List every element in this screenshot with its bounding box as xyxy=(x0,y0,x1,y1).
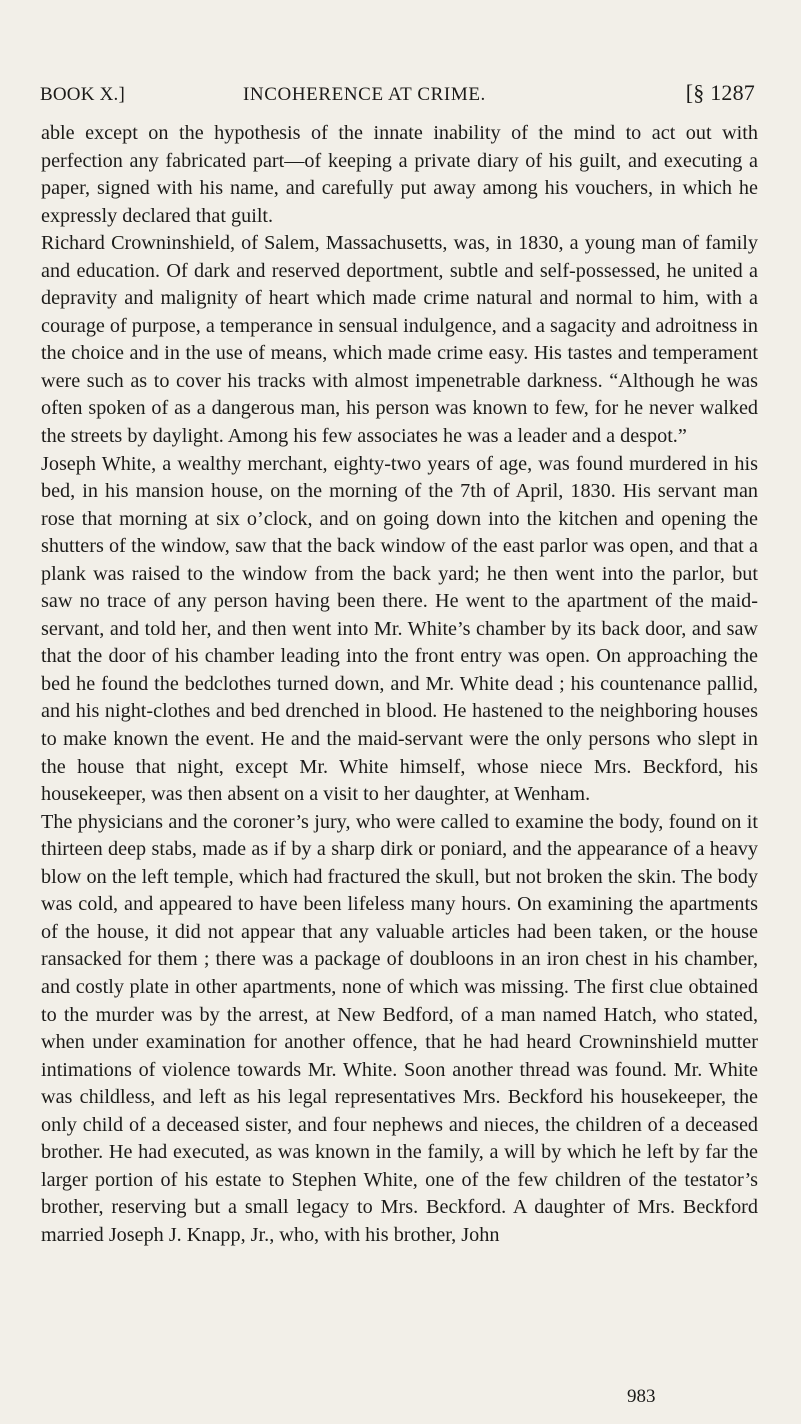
header-book-number: BOOK X.] xyxy=(40,84,125,105)
paragraph-physicians: The physicians and the coroner’s jury, who were called to examine the body, found on it thirteen deep stabs, made as if by a sharp dirk or poniard, and the appearance of a heavy blow on the left temple, which had fractured the skull, but not broken the skin. The body was cold, and appeared to have been lifeless many hours. On examining the apartments of the house, it did not appear that any valuable articles had been taken, or the house ransacked for them ; there was a package of doubloons in an iron chest in his chamber, and costly plate in other apartments, none of which was missing. The first clue obtained to the murder was by the arrest, at New Bedford, of a man named Hatch, who stated, when under examination for another offence, that he had heard Crowninshield mutter intimations of violence towards Mr. White. Soon another thread was found. Mr. White was childless, and left as his legal representatives Mrs. Beckford his housekeeper, the only child of a deceased sister, and four nephews and nieces, the children of a deceased brother. He had executed, as was known in the family, a will by which he left by far the larger portion of his estate to Stephen White, one of the few children of the testator’s brother, reserving but a small legacy to Mrs. Beckford. A daughter of Mrs. Beckford married Joseph J. Knapp, Jr., who, with his brother, John xyxy=(41,810,758,1246)
page-number: 983 xyxy=(627,1386,656,1407)
paragraph-continuation: able except on the hypothesis of the innate inability of the mind to act out with perfection any fabricated part—of keeping a private diary of his guilt, and executing a paper, signed with his name, and carefully put away among his vouchers, in which he expressly declared that guilt. xyxy=(41,122,758,227)
paragraph-crowninshield: Richard Crowninshield, of Salem, Massachusetts, was, in 1830, a young man of family and education. Of dark and reserved deportment, subtle and self-possessed, he united a depravity and malignity of heart which made crime natural and normal to him, with a courage of purpose, a temperance in sensual indulgence, and a sagacity and adroitness in the choice and in the use of means, which made crime easy. His tastes and temperament were such as to cover his tracks with almost impenetrable darkness. “Although he was often spoken of as a dangerous man, his person was known to few, for he never walked the streets by daylight. Among his few associates he was a leader and a despot.” xyxy=(41,232,758,448)
body-text xyxy=(41,120,758,1249)
header-chapter-title: INCOHERENCE AT CRIME. xyxy=(243,84,486,105)
header-section-number: [§ 1287 xyxy=(685,80,755,105)
paragraph-joseph-white: Joseph White, a wealthy merchant, eighty-two years of age, was found murdered in his bed, in his mansion house, on the morning of the 7th of April, 1830. His servant man rose that morning at six o’clock, and on going down into the kitchen and opening the shutters of the window, saw that the back window of the east parlor was open, and that a plank was raised to the window from the back yard; he then went into the parlor, but saw no trace of any person having been there. He went to the apartment of the maid-servant, and told her, and then went into Mr. White’s chamber by its back door, and saw that the door of his chamber leading into the front entry was open. On approaching the bed he found the bedclothes turned down, and Mr. White dead ; his countenance pallid, and his night-clothes and bed drenched in blood. He hastened to the neighboring houses to make known the event. He and the maid-servant were the only persons who slept in the house that night, except Mr. White himself, whose niece Mrs. Beckford, his housekeeper, was then absent on a visit to her daughter, at Wenham. xyxy=(41,452,758,806)
running-header xyxy=(40,80,755,110)
